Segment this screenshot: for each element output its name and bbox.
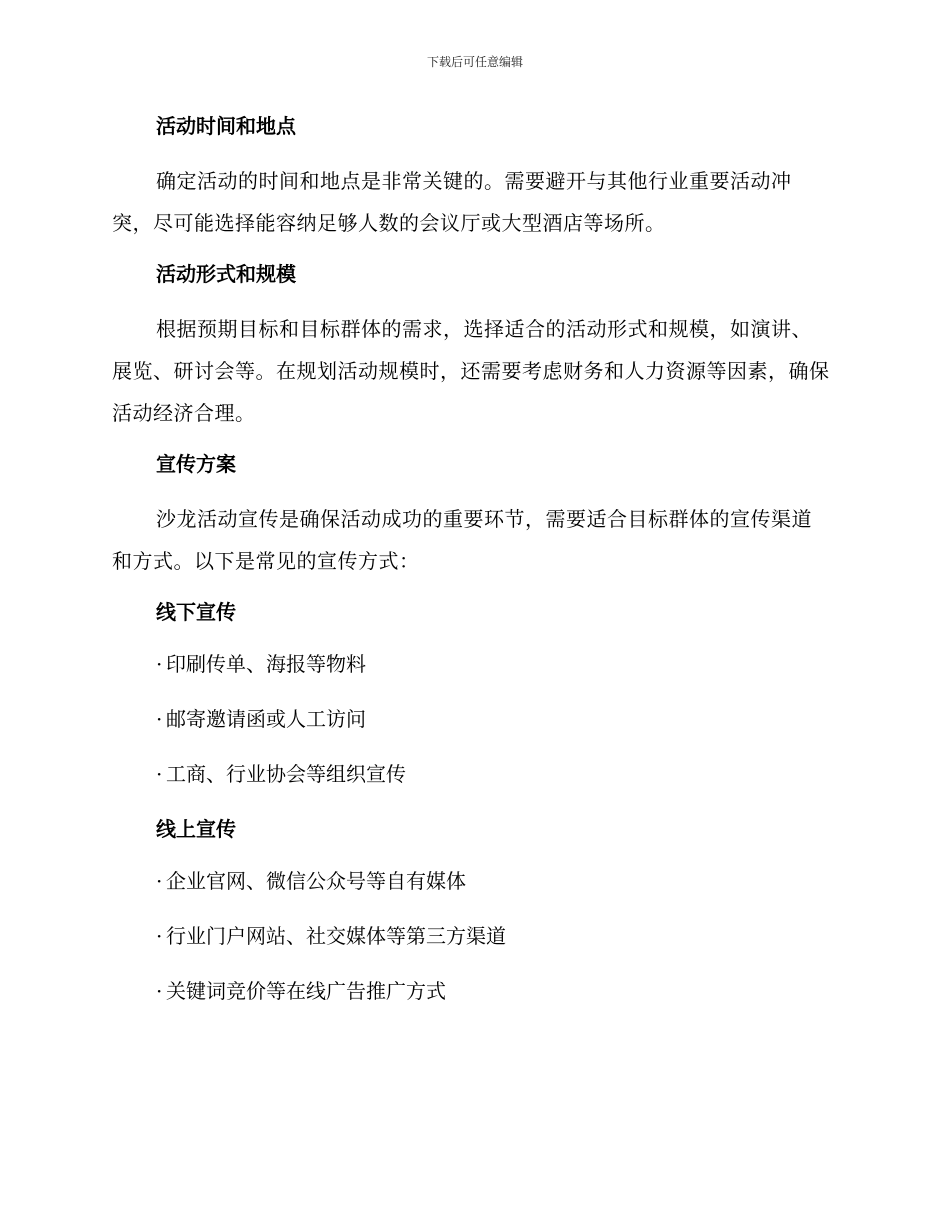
list-item [112,701,832,737]
page-header: 下载后可任意编辑 [426,55,523,69]
list-item [112,756,832,792]
list-item-text: 行业门户网站、社交媒体等第三方渠道 [166,924,506,948]
bullet-icon: · [156,869,163,893]
list-item-text: 关键词竞价等在线广告推广方式 [166,979,446,1003]
list-item [112,918,832,954]
subsection-heading-offline: 线下宣传 [156,600,236,624]
section-heading-promotion-plan: 宣传方案 [156,452,236,476]
section-heading-format-scale: 活动形式和规模 [156,262,296,286]
subsection-heading-online: 线上宣传 [156,817,236,841]
list-item-text: 工商、行业协会等组织宣传 [166,762,406,786]
list-item-text: 邮寄邀请函或人工访问 [166,707,366,731]
bullet-icon: · [156,652,163,676]
list-item [112,973,832,1009]
bullet-icon: · [156,924,163,948]
section-heading-time-location: 活动时间和地点 [156,114,296,138]
list-item [112,863,832,899]
section-paragraph-format-scale: 根据预期目标和目标群体的需求，选择适合的活动形式和规模，如演讲、展览、研讨会等。在规划活动规模时，还需要考虑财务和人力资源等因素，确保活动经济合理。 [112,317,830,425]
bullet-icon: · [156,979,163,1003]
bullet-icon: · [156,762,163,786]
section-paragraph-promotion-plan: 沙龙活动宣传是确保活动成功的重要环节，需要适合目标群体的宣传渠道和方式。以下是常见的宣传方式： [112,507,812,573]
document-body [112,108,832,1028]
list-item [112,646,832,682]
bullet-icon: · [156,707,163,731]
list-item-text: 印刷传单、海报等物料 [166,652,366,676]
list-item-text: 企业官网、微信公众号等自有媒体 [166,869,466,893]
section-paragraph-time-location: 确定活动的时间和地点是非常关键的。需要避开与其他行业重要活动冲突，尽可能选择能容纳足够人数的会议厅或大型酒店等场所。 [112,169,792,235]
